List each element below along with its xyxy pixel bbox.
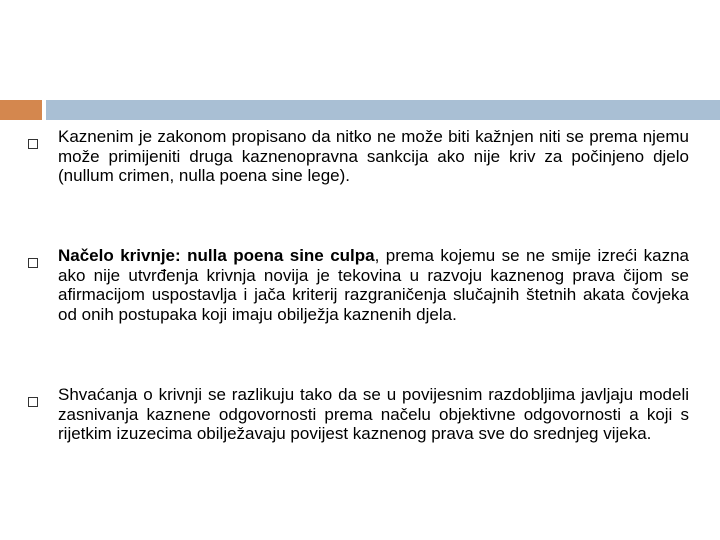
square-bullet-icon — [28, 139, 38, 149]
bullet-text-body: Kaznenim je zakonom propisano da nitko ne može biti kažnjen niti se prema njemu može primijeniti druga kaznenopravna sankcija ako nije kriv za počinjeno djelo (nullum crimen, nulla poena sine lege). — [58, 127, 689, 186]
square-bullet-icon — [28, 258, 38, 268]
bullet-text-body: , prema kojemu se ne smije izreći kazna ako nije utvrđenja krivnja novija je tekovina u razvoju kaznenog prava čijom se afirmacijom uspostavlja i jača kriterij razgraničenja slučajnih štetnih akata čovjeka od onih postupaka koji imaju obilježja kaznenih djela. — [58, 246, 690, 324]
header-accent-blue — [46, 100, 720, 120]
square-bullet-icon — [28, 397, 38, 407]
bullet-text-bold: Načelo krivnje: nulla poena sine culpa — [58, 246, 375, 265]
bullet-text — [58, 246, 689, 324]
header-accent-orange — [0, 100, 42, 120]
bullet-text-body: Shvaćanja o krivnji se razlikuju tako da se u povijesnim razdobljima javljaju modeli zasnivanja kaznene odgovornosti prema načelu objektivne odgovornosti a koji s rijetkim izuzecima obilježavaju povijest kaznenog prava sve do srednjeg vijeka. — [58, 385, 689, 444]
bullet-text — [58, 385, 689, 444]
bullet-text — [58, 127, 689, 186]
